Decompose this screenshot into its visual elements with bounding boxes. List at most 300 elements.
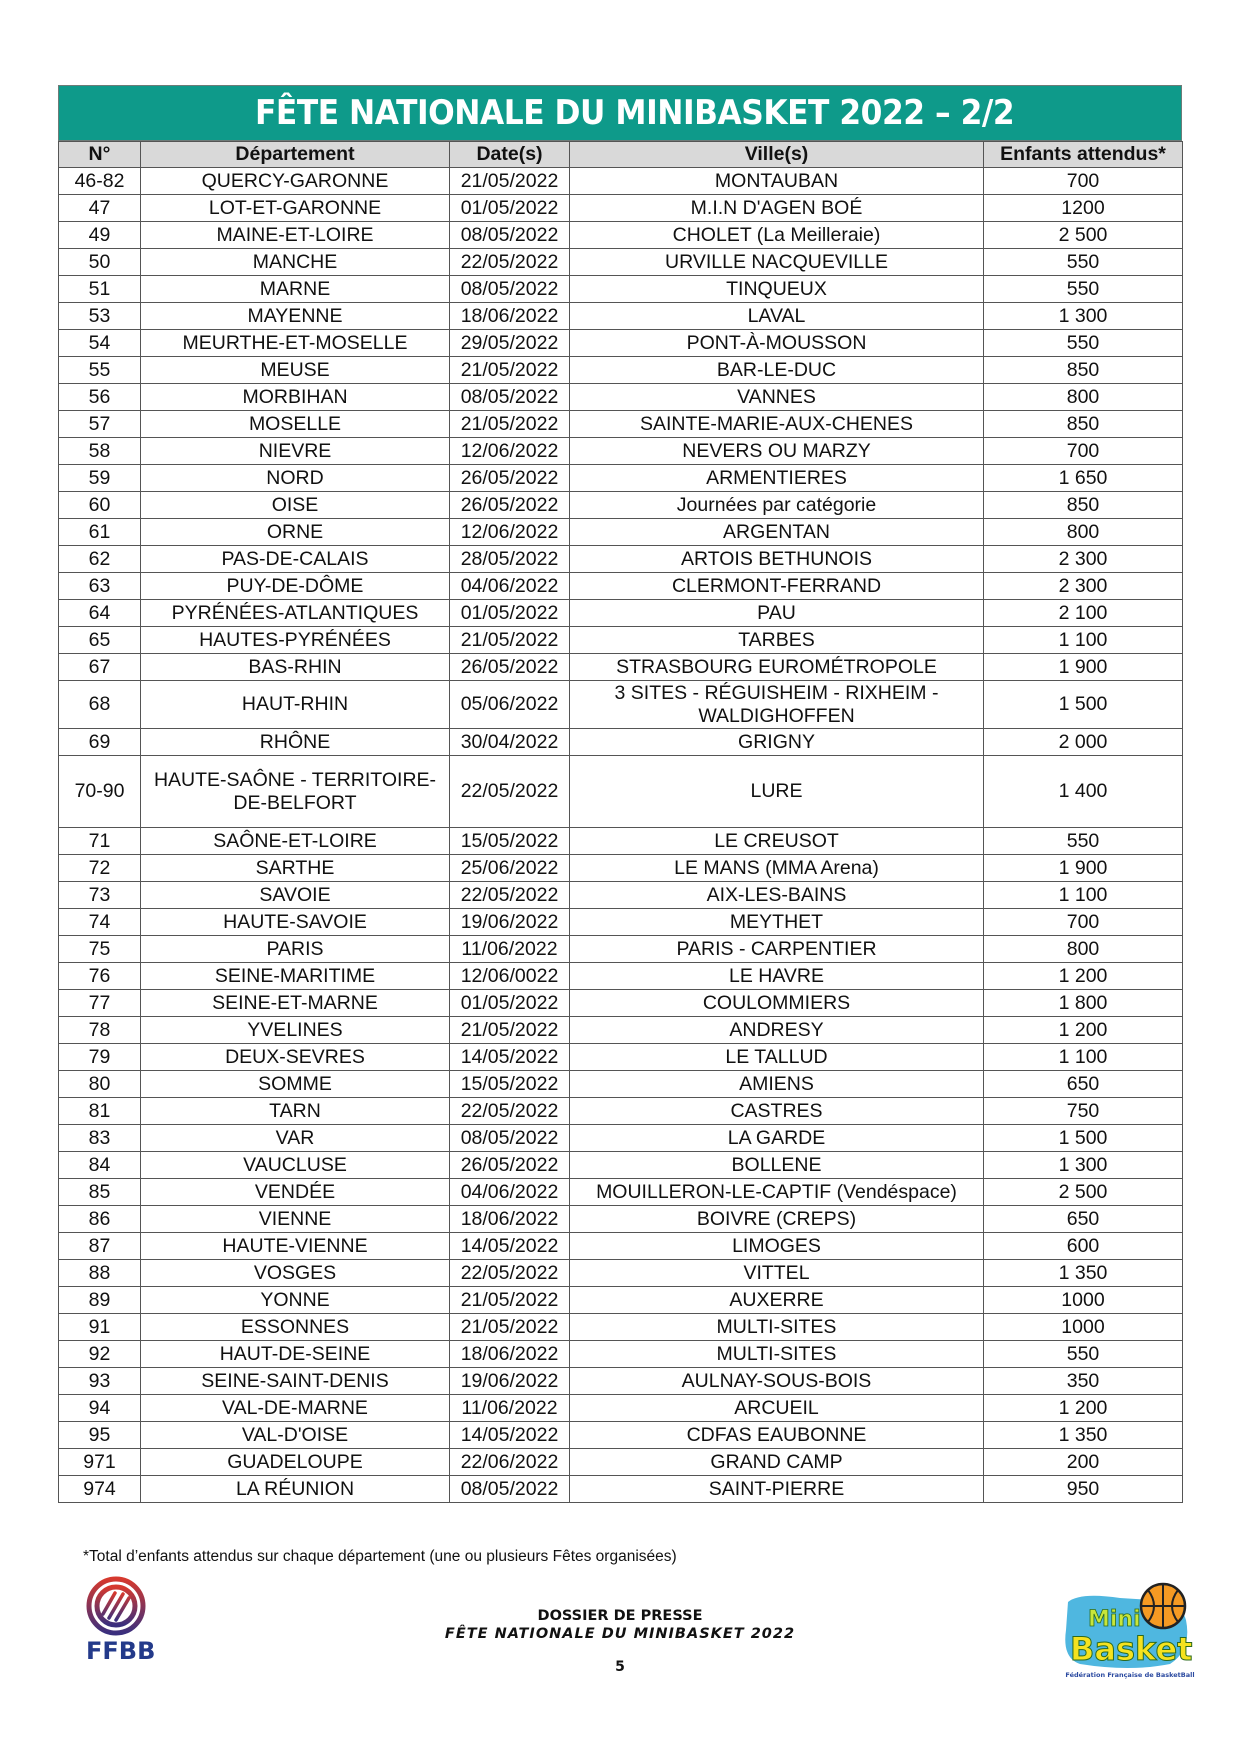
- cell-ville: ARGENTAN: [570, 519, 984, 546]
- cell-departement: VAUCLUSE: [141, 1152, 450, 1179]
- table-row: [59, 1314, 1183, 1341]
- cell-no: 95: [59, 1422, 141, 1449]
- header-enfants: Enfants attendus*: [984, 142, 1183, 168]
- cell-ville: CHOLET (La Meilleraie): [570, 222, 984, 249]
- cell-no: 89: [59, 1287, 141, 1314]
- cell-departement: GUADELOUPE: [141, 1449, 450, 1476]
- cell-no: 73: [59, 882, 141, 909]
- cell-enfants: 2 000: [984, 729, 1183, 756]
- cell-enfants: 1 900: [984, 654, 1183, 681]
- table-row: [59, 882, 1183, 909]
- cell-departement: LOT-ET-GARONNE: [141, 195, 450, 222]
- table-row: [59, 546, 1183, 573]
- cell-ville: VANNES: [570, 384, 984, 411]
- page-title: FÊTE NATIONALE DU MINIBASKET 2022 – 2/2: [255, 93, 1015, 133]
- cell-departement: LA RÉUNION: [141, 1476, 450, 1503]
- table-row: [59, 654, 1183, 681]
- table-row: [59, 195, 1183, 222]
- cell-enfants: 1 100: [984, 627, 1183, 654]
- cell-enfants: 1 800: [984, 990, 1183, 1017]
- cell-enfants: 2 100: [984, 600, 1183, 627]
- cell-ville: Journées par catégorie: [570, 492, 984, 519]
- cell-no: 80: [59, 1071, 141, 1098]
- cell-no: 92: [59, 1341, 141, 1368]
- footer-line1: DOSSIER DE PRESSE: [537, 1608, 703, 1624]
- table-row: [59, 1044, 1183, 1071]
- cell-enfants: 550: [984, 330, 1183, 357]
- cell-date: 11/06/2022: [450, 936, 570, 963]
- cell-ville: AULNAY-SOUS-BOIS: [570, 1368, 984, 1395]
- cell-enfants: 2 300: [984, 546, 1183, 573]
- table-row: [59, 936, 1183, 963]
- cell-enfants: 850: [984, 357, 1183, 384]
- cell-departement: MOSELLE: [141, 411, 450, 438]
- cell-date: 08/05/2022: [450, 384, 570, 411]
- cell-no: 87: [59, 1233, 141, 1260]
- cell-no: 47: [59, 195, 141, 222]
- table-row: [59, 1152, 1183, 1179]
- cell-no: 58: [59, 438, 141, 465]
- cell-ville: LA GARDE: [570, 1125, 984, 1152]
- cell-date: 22/05/2022: [450, 756, 570, 828]
- cell-ville: URVILLE NACQUEVILLE: [570, 249, 984, 276]
- cell-departement: MAYENNE: [141, 303, 450, 330]
- cell-no: 71: [59, 828, 141, 855]
- cell-enfants: 1000: [984, 1287, 1183, 1314]
- cell-departement: VENDÉE: [141, 1179, 450, 1206]
- cell-date: 21/05/2022: [450, 168, 570, 195]
- cell-no: 76: [59, 963, 141, 990]
- table-row: [59, 1179, 1183, 1206]
- cell-no: 64: [59, 600, 141, 627]
- table-row: [59, 1368, 1183, 1395]
- footer-title: [420, 1607, 820, 1643]
- cell-departement: HAUTE-SAVOIE: [141, 909, 450, 936]
- cell-no: 55: [59, 357, 141, 384]
- cell-date: 21/05/2022: [450, 627, 570, 654]
- ffbb-logo-text: FFBB: [86, 1637, 156, 1665]
- cell-departement: VAL-D'OISE: [141, 1422, 450, 1449]
- table-row: [59, 303, 1183, 330]
- table-row: [59, 1449, 1183, 1476]
- cell-enfants: 550: [984, 249, 1183, 276]
- cell-departement: HAUTES-PYRÉNÉES: [141, 627, 450, 654]
- cell-date: 08/05/2022: [450, 222, 570, 249]
- cell-enfants: 2 500: [984, 1179, 1183, 1206]
- cell-departement: SOMME: [141, 1071, 450, 1098]
- cell-departement: PARIS: [141, 936, 450, 963]
- cell-no: 74: [59, 909, 141, 936]
- header-departement: Département: [141, 142, 450, 168]
- cell-no: 67: [59, 654, 141, 681]
- cell-departement: HAUT-DE-SEINE: [141, 1341, 450, 1368]
- cell-departement: MORBIHAN: [141, 384, 450, 411]
- ffbb-basketball-icon: [85, 1576, 151, 1636]
- cell-departement: RHÔNE: [141, 729, 450, 756]
- cell-enfants: 650: [984, 1206, 1183, 1233]
- cell-enfants: 1 350: [984, 1260, 1183, 1287]
- cell-no: 78: [59, 1017, 141, 1044]
- cell-enfants: 800: [984, 519, 1183, 546]
- cell-departement: HAUT-RHIN: [141, 681, 450, 729]
- cell-enfants: 850: [984, 411, 1183, 438]
- table-row: [59, 465, 1183, 492]
- page-title-bar: [58, 85, 1182, 141]
- cell-departement: MEURTHE-ET-MOSELLE: [141, 330, 450, 357]
- cell-departement: SEINE-ET-MARNE: [141, 990, 450, 1017]
- table-row: [59, 438, 1183, 465]
- cell-departement: VOSGES: [141, 1260, 450, 1287]
- table-body: [59, 168, 1183, 1503]
- cell-no: 83: [59, 1125, 141, 1152]
- cell-ville: LIMOGES: [570, 1233, 984, 1260]
- cell-ville: BAR-LE-DUC: [570, 357, 984, 384]
- table-row: [59, 909, 1183, 936]
- cell-ville: ARCUEIL: [570, 1395, 984, 1422]
- cell-ville: TARBES: [570, 627, 984, 654]
- cell-enfants: 800: [984, 936, 1183, 963]
- cell-date: 21/05/2022: [450, 411, 570, 438]
- cell-no: 63: [59, 573, 141, 600]
- cell-date: 21/05/2022: [450, 1017, 570, 1044]
- cell-no: 91: [59, 1314, 141, 1341]
- cell-date: 01/05/2022: [450, 195, 570, 222]
- cell-departement: TARN: [141, 1098, 450, 1125]
- table-row: [59, 828, 1183, 855]
- cell-date: 26/05/2022: [450, 465, 570, 492]
- cell-ville: ARMENTIERES: [570, 465, 984, 492]
- cell-date: 28/05/2022: [450, 546, 570, 573]
- cell-departement: BAS-RHIN: [141, 654, 450, 681]
- cell-no: 57: [59, 411, 141, 438]
- cell-no: 974: [59, 1476, 141, 1503]
- cell-ville: LE MANS (MMA Arena): [570, 855, 984, 882]
- cell-departement: SEINE-MARITIME: [141, 963, 450, 990]
- cell-departement: SEINE-SAINT-DENIS: [141, 1368, 450, 1395]
- cell-no: 79: [59, 1044, 141, 1071]
- table-row: [59, 681, 1183, 729]
- cell-no: 49: [59, 222, 141, 249]
- minibasket-mini-text: Mini: [1088, 1607, 1141, 1632]
- cell-date: 12/06/2022: [450, 438, 570, 465]
- cell-date: 14/05/2022: [450, 1044, 570, 1071]
- cell-ville: GRIGNY: [570, 729, 984, 756]
- cell-enfants: 950: [984, 1476, 1183, 1503]
- cell-ville: LURE: [570, 756, 984, 828]
- cell-ville: CLERMONT-FERRAND: [570, 573, 984, 600]
- cell-date: 18/06/2022: [450, 1206, 570, 1233]
- cell-date: 15/05/2022: [450, 828, 570, 855]
- cell-no: 94: [59, 1395, 141, 1422]
- table-row: [59, 330, 1183, 357]
- cell-date: 22/06/2022: [450, 1449, 570, 1476]
- table-row: [59, 276, 1183, 303]
- cell-departement: NIEVRE: [141, 438, 450, 465]
- cell-date: 22/05/2022: [450, 1098, 570, 1125]
- table-row: [59, 990, 1183, 1017]
- table-row: [59, 1422, 1183, 1449]
- cell-departement: ORNE: [141, 519, 450, 546]
- cell-no: 54: [59, 330, 141, 357]
- cell-enfants: 2 500: [984, 222, 1183, 249]
- cell-ville: PARIS - CARPENTIER: [570, 936, 984, 963]
- cell-enfants: 1 300: [984, 1152, 1183, 1179]
- cell-enfants: 1 200: [984, 1395, 1183, 1422]
- cell-date: 21/05/2022: [450, 357, 570, 384]
- cell-enfants: 2 300: [984, 573, 1183, 600]
- cell-date: 08/05/2022: [450, 1125, 570, 1152]
- cell-date: 22/05/2022: [450, 1260, 570, 1287]
- cell-ville: MOUILLERON-LE-CAPTIF (Vendéspace): [570, 1179, 984, 1206]
- table-row: [59, 1341, 1183, 1368]
- cell-ville: BOIVRE (CREPS): [570, 1206, 984, 1233]
- minibasket-basket-text: Basket: [1070, 1630, 1193, 1668]
- cell-enfants: 850: [984, 492, 1183, 519]
- table-header-row: [59, 142, 1183, 168]
- cell-no: 62: [59, 546, 141, 573]
- cell-enfants: 1 650: [984, 465, 1183, 492]
- table-row: [59, 168, 1183, 195]
- cell-enfants: 350: [984, 1368, 1183, 1395]
- table-row: [59, 573, 1183, 600]
- cell-date: 29/05/2022: [450, 330, 570, 357]
- cell-date: 14/05/2022: [450, 1422, 570, 1449]
- cell-enfants: 1 900: [984, 855, 1183, 882]
- cell-date: 15/05/2022: [450, 1071, 570, 1098]
- cell-enfants: 1 100: [984, 882, 1183, 909]
- table-row: [59, 411, 1183, 438]
- cell-departement: SAVOIE: [141, 882, 450, 909]
- cell-ville: BOLLENE: [570, 1152, 984, 1179]
- cell-no: 70-90: [59, 756, 141, 828]
- cell-enfants: 1 400: [984, 756, 1183, 828]
- cell-enfants: 1 200: [984, 963, 1183, 990]
- cell-departement: NORD: [141, 465, 450, 492]
- cell-date: 19/06/2022: [450, 909, 570, 936]
- cell-ville: LE CREUSOT: [570, 828, 984, 855]
- cell-no: 68: [59, 681, 141, 729]
- cell-departement: PUY-DE-DÔME: [141, 573, 450, 600]
- cell-enfants: 550: [984, 828, 1183, 855]
- cell-ville: SAINTE-MARIE-AUX-CHENES: [570, 411, 984, 438]
- header-no: N°: [59, 142, 141, 168]
- cell-ville: ANDRESY: [570, 1017, 984, 1044]
- cell-no: 72: [59, 855, 141, 882]
- cell-ville: CDFAS EAUBONNE: [570, 1422, 984, 1449]
- cell-date: 19/06/2022: [450, 1368, 570, 1395]
- cell-date: 12/06/2022: [450, 519, 570, 546]
- cell-ville: CASTRES: [570, 1098, 984, 1125]
- table-row: [59, 1287, 1183, 1314]
- cell-date: 30/04/2022: [450, 729, 570, 756]
- cell-enfants: 200: [984, 1449, 1183, 1476]
- cell-no: 56: [59, 384, 141, 411]
- cell-date: 12/06/0022: [450, 963, 570, 990]
- minibasket-icon: [1060, 1580, 1195, 1672]
- cell-no: 84: [59, 1152, 141, 1179]
- cell-ville: NEVERS OU MARZY: [570, 438, 984, 465]
- table-row: [59, 1395, 1183, 1422]
- footer-line2: FÊTE NATIONALE DU MINIBASKET 2022: [444, 1626, 796, 1642]
- cell-departement: MARNE: [141, 276, 450, 303]
- cell-date: 18/06/2022: [450, 303, 570, 330]
- cell-date: 26/05/2022: [450, 492, 570, 519]
- header-dates: Date(s): [450, 142, 570, 168]
- cell-no: 60: [59, 492, 141, 519]
- cell-ville: MEYTHET: [570, 909, 984, 936]
- cell-ville: AIX-LES-BAINS: [570, 882, 984, 909]
- cell-date: 01/05/2022: [450, 990, 570, 1017]
- table-row: [59, 729, 1183, 756]
- cell-enfants: 700: [984, 168, 1183, 195]
- table-row: [59, 627, 1183, 654]
- minibasket-caption: Fédération Française de BasketBall: [1065, 1671, 1195, 1679]
- events-table: [58, 141, 1183, 1503]
- cell-ville: TINQUEUX: [570, 276, 984, 303]
- table-row: [59, 1017, 1183, 1044]
- cell-no: 81: [59, 1098, 141, 1125]
- table-row: [59, 222, 1183, 249]
- cell-ville: AUXERRE: [570, 1287, 984, 1314]
- table-row: [59, 357, 1183, 384]
- cell-no: 61: [59, 519, 141, 546]
- cell-departement: MEUSE: [141, 357, 450, 384]
- cell-date: 08/05/2022: [450, 276, 570, 303]
- table-row: [59, 1233, 1183, 1260]
- table-row: [59, 600, 1183, 627]
- cell-departement: OISE: [141, 492, 450, 519]
- cell-ville: 3 SITES - RÉGUISHEIM - RIXHEIM - WALDIGHOFFEN: [570, 681, 984, 729]
- cell-date: 01/05/2022: [450, 600, 570, 627]
- table-row: [59, 1260, 1183, 1287]
- table-row: [59, 963, 1183, 990]
- cell-enfants: 1000: [984, 1314, 1183, 1341]
- cell-enfants: 1 350: [984, 1422, 1183, 1449]
- table-row: [59, 756, 1183, 828]
- cell-ville: LAVAL: [570, 303, 984, 330]
- cell-no: 93: [59, 1368, 141, 1395]
- table-row: [59, 492, 1183, 519]
- cell-ville: AMIENS: [570, 1071, 984, 1098]
- cell-ville: M.I.N D'AGEN BOÉ: [570, 195, 984, 222]
- minibasket-logo: [1060, 1580, 1195, 1672]
- cell-date: 22/05/2022: [450, 882, 570, 909]
- cell-date: 18/06/2022: [450, 1341, 570, 1368]
- cell-ville: MULTI-SITES: [570, 1341, 984, 1368]
- cell-enfants: 550: [984, 276, 1183, 303]
- table-row: [59, 384, 1183, 411]
- cell-departement: YVELINES: [141, 1017, 450, 1044]
- cell-enfants: 550: [984, 1341, 1183, 1368]
- cell-no: 50: [59, 249, 141, 276]
- cell-departement: HAUTE-SAÔNE - TERRITOIRE-DE-BELFORT: [141, 756, 450, 828]
- cell-ville: MULTI-SITES: [570, 1314, 984, 1341]
- cell-enfants: 1200: [984, 195, 1183, 222]
- cell-departement: ESSONNES: [141, 1314, 450, 1341]
- cell-enfants: 1 300: [984, 303, 1183, 330]
- cell-date: 21/05/2022: [450, 1314, 570, 1341]
- table-row: [59, 1206, 1183, 1233]
- cell-date: 26/05/2022: [450, 654, 570, 681]
- cell-ville: VITTEL: [570, 1260, 984, 1287]
- cell-no: 85: [59, 1179, 141, 1206]
- table-row: [59, 1125, 1183, 1152]
- cell-date: 11/06/2022: [450, 1395, 570, 1422]
- cell-no: 46-82: [59, 168, 141, 195]
- cell-departement: HAUTE-VIENNE: [141, 1233, 450, 1260]
- cell-date: 21/05/2022: [450, 1287, 570, 1314]
- cell-departement: DEUX-SEVRES: [141, 1044, 450, 1071]
- cell-date: 08/05/2022: [450, 1476, 570, 1503]
- cell-departement: PYRÉNÉES-ATLANTIQUES: [141, 600, 450, 627]
- cell-departement: MAINE-ET-LOIRE: [141, 222, 450, 249]
- cell-no: 69: [59, 729, 141, 756]
- cell-no: 88: [59, 1260, 141, 1287]
- cell-no: 51: [59, 276, 141, 303]
- cell-ville: ARTOIS BETHUNOIS: [570, 546, 984, 573]
- cell-no: 53: [59, 303, 141, 330]
- cell-departement: VAL-DE-MARNE: [141, 1395, 450, 1422]
- cell-ville: SAINT-PIERRE: [570, 1476, 984, 1503]
- cell-ville: COULOMMIERS: [570, 990, 984, 1017]
- cell-departement: YONNE: [141, 1287, 450, 1314]
- cell-enfants: 650: [984, 1071, 1183, 1098]
- cell-ville: LE TALLUD: [570, 1044, 984, 1071]
- cell-departement: MANCHE: [141, 249, 450, 276]
- cell-departement: QUERCY-GARONNE: [141, 168, 450, 195]
- cell-enfants: 600: [984, 1233, 1183, 1260]
- table-row: [59, 1476, 1183, 1503]
- cell-enfants: 700: [984, 438, 1183, 465]
- cell-enfants: 750: [984, 1098, 1183, 1125]
- cell-date: 05/06/2022: [450, 681, 570, 729]
- cell-ville: MONTAUBAN: [570, 168, 984, 195]
- cell-departement: PAS-DE-CALAIS: [141, 546, 450, 573]
- cell-no: 77: [59, 990, 141, 1017]
- footnote: *Total d’enfants attendus sur chaque département (une ou plusieurs Fêtes organisées): [83, 1548, 677, 1565]
- cell-enfants: 1 500: [984, 681, 1183, 729]
- cell-departement: VAR: [141, 1125, 450, 1152]
- cell-ville: GRAND CAMP: [570, 1449, 984, 1476]
- table-row: [59, 1098, 1183, 1125]
- cell-date: 26/05/2022: [450, 1152, 570, 1179]
- cell-no: 59: [59, 465, 141, 492]
- cell-enfants: 1 500: [984, 1125, 1183, 1152]
- cell-no: 86: [59, 1206, 141, 1233]
- cell-date: 04/06/2022: [450, 573, 570, 600]
- cell-no: 75: [59, 936, 141, 963]
- header-villes: Ville(s): [570, 142, 984, 168]
- cell-date: 14/05/2022: [450, 1233, 570, 1260]
- table-row: [59, 519, 1183, 546]
- cell-departement: SARTHE: [141, 855, 450, 882]
- cell-ville: LE HAVRE: [570, 963, 984, 990]
- cell-enfants: 1 100: [984, 1044, 1183, 1071]
- cell-ville: STRASBOURG EUROMÉTROPOLE: [570, 654, 984, 681]
- cell-ville: PAU: [570, 600, 984, 627]
- table-row: [59, 249, 1183, 276]
- page-number: 5: [615, 1659, 625, 1675]
- cell-enfants: 1 200: [984, 1017, 1183, 1044]
- cell-ville: PONT-À-MOUSSON: [570, 330, 984, 357]
- cell-no: 971: [59, 1449, 141, 1476]
- cell-departement: SAÔNE-ET-LOIRE: [141, 828, 450, 855]
- cell-enfants: 700: [984, 909, 1183, 936]
- cell-date: 25/06/2022: [450, 855, 570, 882]
- cell-date: 22/05/2022: [450, 249, 570, 276]
- cell-no: 65: [59, 627, 141, 654]
- table-row: [59, 1071, 1183, 1098]
